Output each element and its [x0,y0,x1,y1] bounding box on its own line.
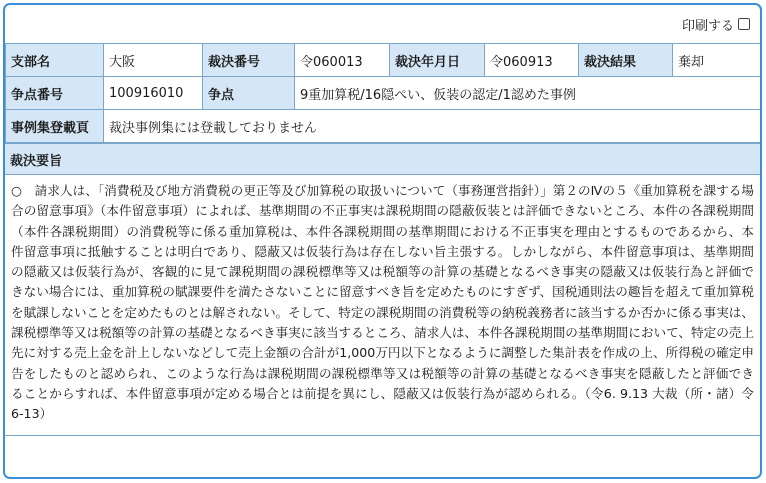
decision-number-label: 裁決番号 [203,44,295,77]
print-checkbox[interactable] [738,18,750,30]
issue-number-label: 争点番号 [6,77,104,110]
decision-result-label: 裁決結果 [579,44,673,77]
issue-label: 争点 [203,77,295,110]
decision-meta-table [5,43,762,143]
summary-heading: 裁決要旨 [5,143,760,175]
issue-value: 9重加算税/16隠ぺい、仮装の認定/1認めた事例 [295,77,763,110]
meta-row-3 [6,110,763,143]
decision-date-value: 令060913 [485,44,579,77]
decision-number-value: 令060013 [295,44,390,77]
decision-date-label: 裁決年月日 [390,44,485,77]
print-row [5,5,760,43]
meta-row-2 [6,77,763,110]
casebook-page-value: 裁決事例集には登載しておりません [104,110,763,143]
branch-value: 大阪 [104,44,203,77]
meta-row-1 [6,44,763,77]
branch-label: 支部名 [6,44,104,77]
casebook-page-label: 事例集登載頁 [6,110,104,143]
issue-number-value: 100916010 [104,77,203,110]
decision-result-value: 棄却 [673,44,763,77]
print-label: 印刷する [681,18,734,34]
summary-text: ○ 請求人は、「消費税及び地方消費税の更正等及び加算税の取扱いについて（事務運営指針）」第２のⅣの５《重加算税を課する場合の留意事項》（本件留意事項）によれば、基準期間の不正事実は課税期間の隠蔽仮装とは評価できないところ、本件の各課税期間（本件各課税期間）の消費税等に係る重加算税は、本件各課税期間の基準期間における不正事実を理由とするものであるから、本件留意事項に抵触することは明白であり、隠蔽又は仮装行為は存在しない旨主張する。しかしながら、本件留意事項は、基準期間の隠蔽又は仮装行為が、客観的に見て課税期間の課税標準等又は税額等の計算の基礎となるべき事実の隠蔽又は仮装行為と評価できない場合には、重加算税の賦課要件を満たさないことに留意すべき旨を定めたものにすぎず、国税通則法の趣旨を超えて重加算税を賦課しないことを定めたものとは解されない。そして、特定の課税期間の消費税等の納税義務者に該当するか否かに係る事実は、課税標準等又は税額等の計算の基礎となるべき事実に該当するところ、請求人は、本件各課税期間の基準期間において、特定の売上先に対する売上金を計上しないなどして売上金額の合計が1,000万円以下となるように調整した集計表を作成の上、所得税の確定申告をしたものと認められ、このような行為は課税期間の課税標準等又は税額等の計算の基礎となるべき事実を隠蔽したと評価できることからすれば、本件留意事項が定める場合とは前提を異にし、隠蔽又は仮装行為が認められる。（令6. 9.13 大裁（所・諸）令6-13） [5,175,760,436]
decision-panel [3,3,762,479]
